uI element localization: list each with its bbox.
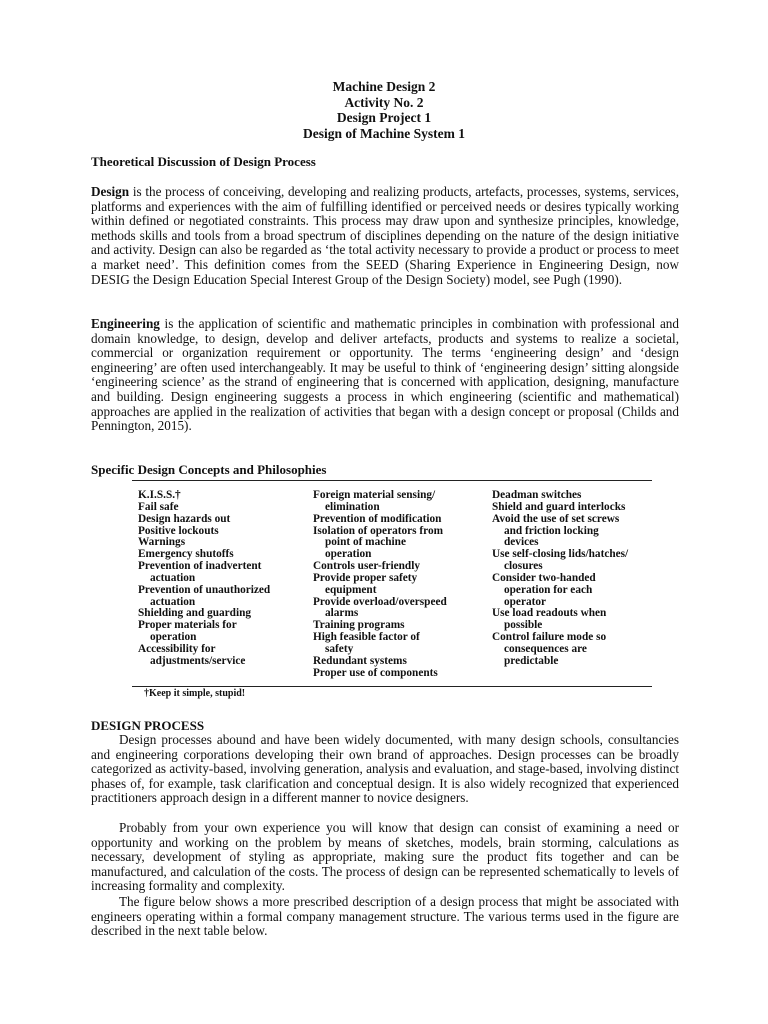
- concept-item: actuation: [150, 571, 196, 584]
- concept-item: consequences are: [504, 642, 587, 655]
- engineering-term: Engineering: [91, 316, 160, 331]
- theoretical-heading: Theoretical Discussion of Design Process: [91, 154, 316, 169]
- document-header: [0, 79, 768, 141]
- concept-item: Redundant systems: [313, 654, 407, 667]
- concept-item: Emergency shutoffs: [138, 548, 234, 561]
- concept-item: elimination: [325, 500, 380, 513]
- concept-item: devices: [504, 536, 539, 549]
- concepts-footnote: †Keep it simple, stupid!: [144, 688, 246, 699]
- concept-item: operator: [504, 595, 547, 608]
- concepts-column-2: [313, 490, 447, 680]
- concept-item: predictable: [504, 654, 559, 667]
- concept-item: Avoid the use of set screws: [492, 512, 620, 525]
- concept-item: Prevention of unauthorized: [138, 583, 271, 596]
- design-process-paragraph-3: The figure below shows a more prescribed description of a design process that might be associated with engineers operating within a formal company management structure. The various terms used in the figure are described in the next table below.: [91, 894, 679, 939]
- concept-item: Accessibility for: [138, 642, 216, 655]
- concept-item: K.I.S.S.†: [138, 489, 181, 501]
- concept-item: Positive lockouts: [138, 524, 219, 537]
- concept-item: Controls user-friendly: [313, 560, 421, 573]
- concepts-column-1: [138, 490, 270, 668]
- concept-item: equipment: [325, 583, 377, 596]
- concept-item: Training programs: [313, 619, 405, 632]
- concept-item: Warnings: [138, 536, 186, 549]
- concept-item: Use load readouts when: [492, 607, 607, 620]
- concept-item: Shield and guard interlocks: [492, 500, 626, 513]
- project-title: Design Project 1: [336, 110, 432, 125]
- concept-item: adjustments/service: [150, 654, 246, 667]
- concept-item: Prevention of modification: [313, 512, 442, 525]
- concept-item: Provide overload/overspeed: [313, 595, 447, 608]
- concept-item: actuation: [150, 595, 196, 608]
- concept-item: Design hazards out: [138, 512, 231, 525]
- concept-item: Consider two-handed: [492, 571, 596, 584]
- concept-item: Fail safe: [138, 500, 179, 513]
- system-title: Design of Machine System 1: [303, 125, 465, 141]
- concept-item: closures: [504, 560, 543, 573]
- concept-item: Shielding and guarding: [138, 607, 252, 620]
- concept-item: safety: [325, 642, 354, 655]
- design-term: Design: [91, 184, 130, 199]
- concept-item: possible: [504, 619, 543, 632]
- concepts-table: [132, 480, 652, 687]
- activity-number: Activity No. 2: [344, 94, 424, 110]
- design-process-heading: DESIGN PROCESS: [91, 718, 205, 733]
- design-process-paragraph-1: Design processes abound and have been widely documented, with many design schools, consultancies and engineering corporations developing their own brand of approaches. Design processes can be broadly categorized as activity-based, involving generation, analysis and evaluation, and stage-based, involving distinct phases of, for example, task clarification and conceptual design. It is also widely recognized that experienced practitioners approach design in a different manner to novice designers.: [91, 732, 679, 806]
- concept-item: Prevention of inadvertent: [138, 560, 262, 573]
- concept-item: Use self-closing lids/hatches/: [492, 548, 629, 561]
- engineering-paragraph: [91, 317, 679, 434]
- concept-item: Proper materials for: [138, 619, 237, 632]
- design-definition: is the process of conceiving, developing and realizing products, artefacts, processes, systems, services, platforms and experiences with the aim of fulfilling identified or perceived needs or desires typically working within defined or negotiated constraints. This process may draw upon and synthesize principles, knowledge, methods skills and tools from a broad spectrum of disciplines depending on the nature of the design initiative and activity. Design can also be regarded as ‘the total activity necessary to provide a product or process to meet a market need’. This definition comes from the SEED (Sharing Experience in Engineering Design, now DESIG the Design Education Special Interest Group of the Design Society) model, see Pugh (1990).: [91, 184, 679, 287]
- concept-item: Deadman switches: [492, 489, 582, 501]
- concept-item: Control failure mode so: [492, 631, 607, 644]
- design-process-paragraph-2: Probably from your own experience you will know that design can consist of examining a need or opportunity and working on the problem by means of sketches, models, brain storming, calculations as necessary, development of styling as appropriate, making sure the product fits together and can be manufactured, and calculation of the costs. The process of design can be represented schematically to levels of increasing formality and complexity.: [91, 820, 679, 894]
- concept-item: operation: [325, 548, 372, 561]
- concept-item: and friction locking: [504, 524, 599, 537]
- engineering-definition: is the application of scientific and mathematic principles in combination with professional and domain knowledge, to design, develop and deliver artefacts, products and systems to realize a societal, commercial or organization requirement or opportunity. The terms ‘engineering design’ and ‘design engineering’ are often used interchangeably. It may be useful to think of ‘engineering design’ sitting alongside ‘engineering science’ as the strand of engineering that is concerned with application, designing, manufacture and building. Design engineering suggests a process in which engineering (scientific and mathematical) approaches are applied in the realization of activities that began with a design concept or proposal (Childs and Pennington, 2015).: [91, 316, 679, 434]
- concept-item: Provide proper safety: [313, 571, 418, 584]
- concept-item: High feasible factor of: [313, 631, 420, 644]
- course-title: Machine Design 2: [332, 79, 436, 94]
- concept-item: point of machine: [325, 536, 406, 549]
- concept-item: operation for each: [504, 583, 593, 596]
- concept-item: Proper use of components: [313, 666, 438, 679]
- concept-item: alarms: [325, 607, 359, 620]
- concepts-heading: Specific Design Concepts and Philosophies: [91, 462, 327, 477]
- concepts-column-3: [492, 490, 628, 668]
- concept-item: operation: [150, 631, 197, 644]
- concept-item: Foreign material sensing/: [313, 489, 436, 501]
- concept-item: Isolation of operators from: [313, 524, 444, 537]
- design-paragraph: [91, 185, 679, 287]
